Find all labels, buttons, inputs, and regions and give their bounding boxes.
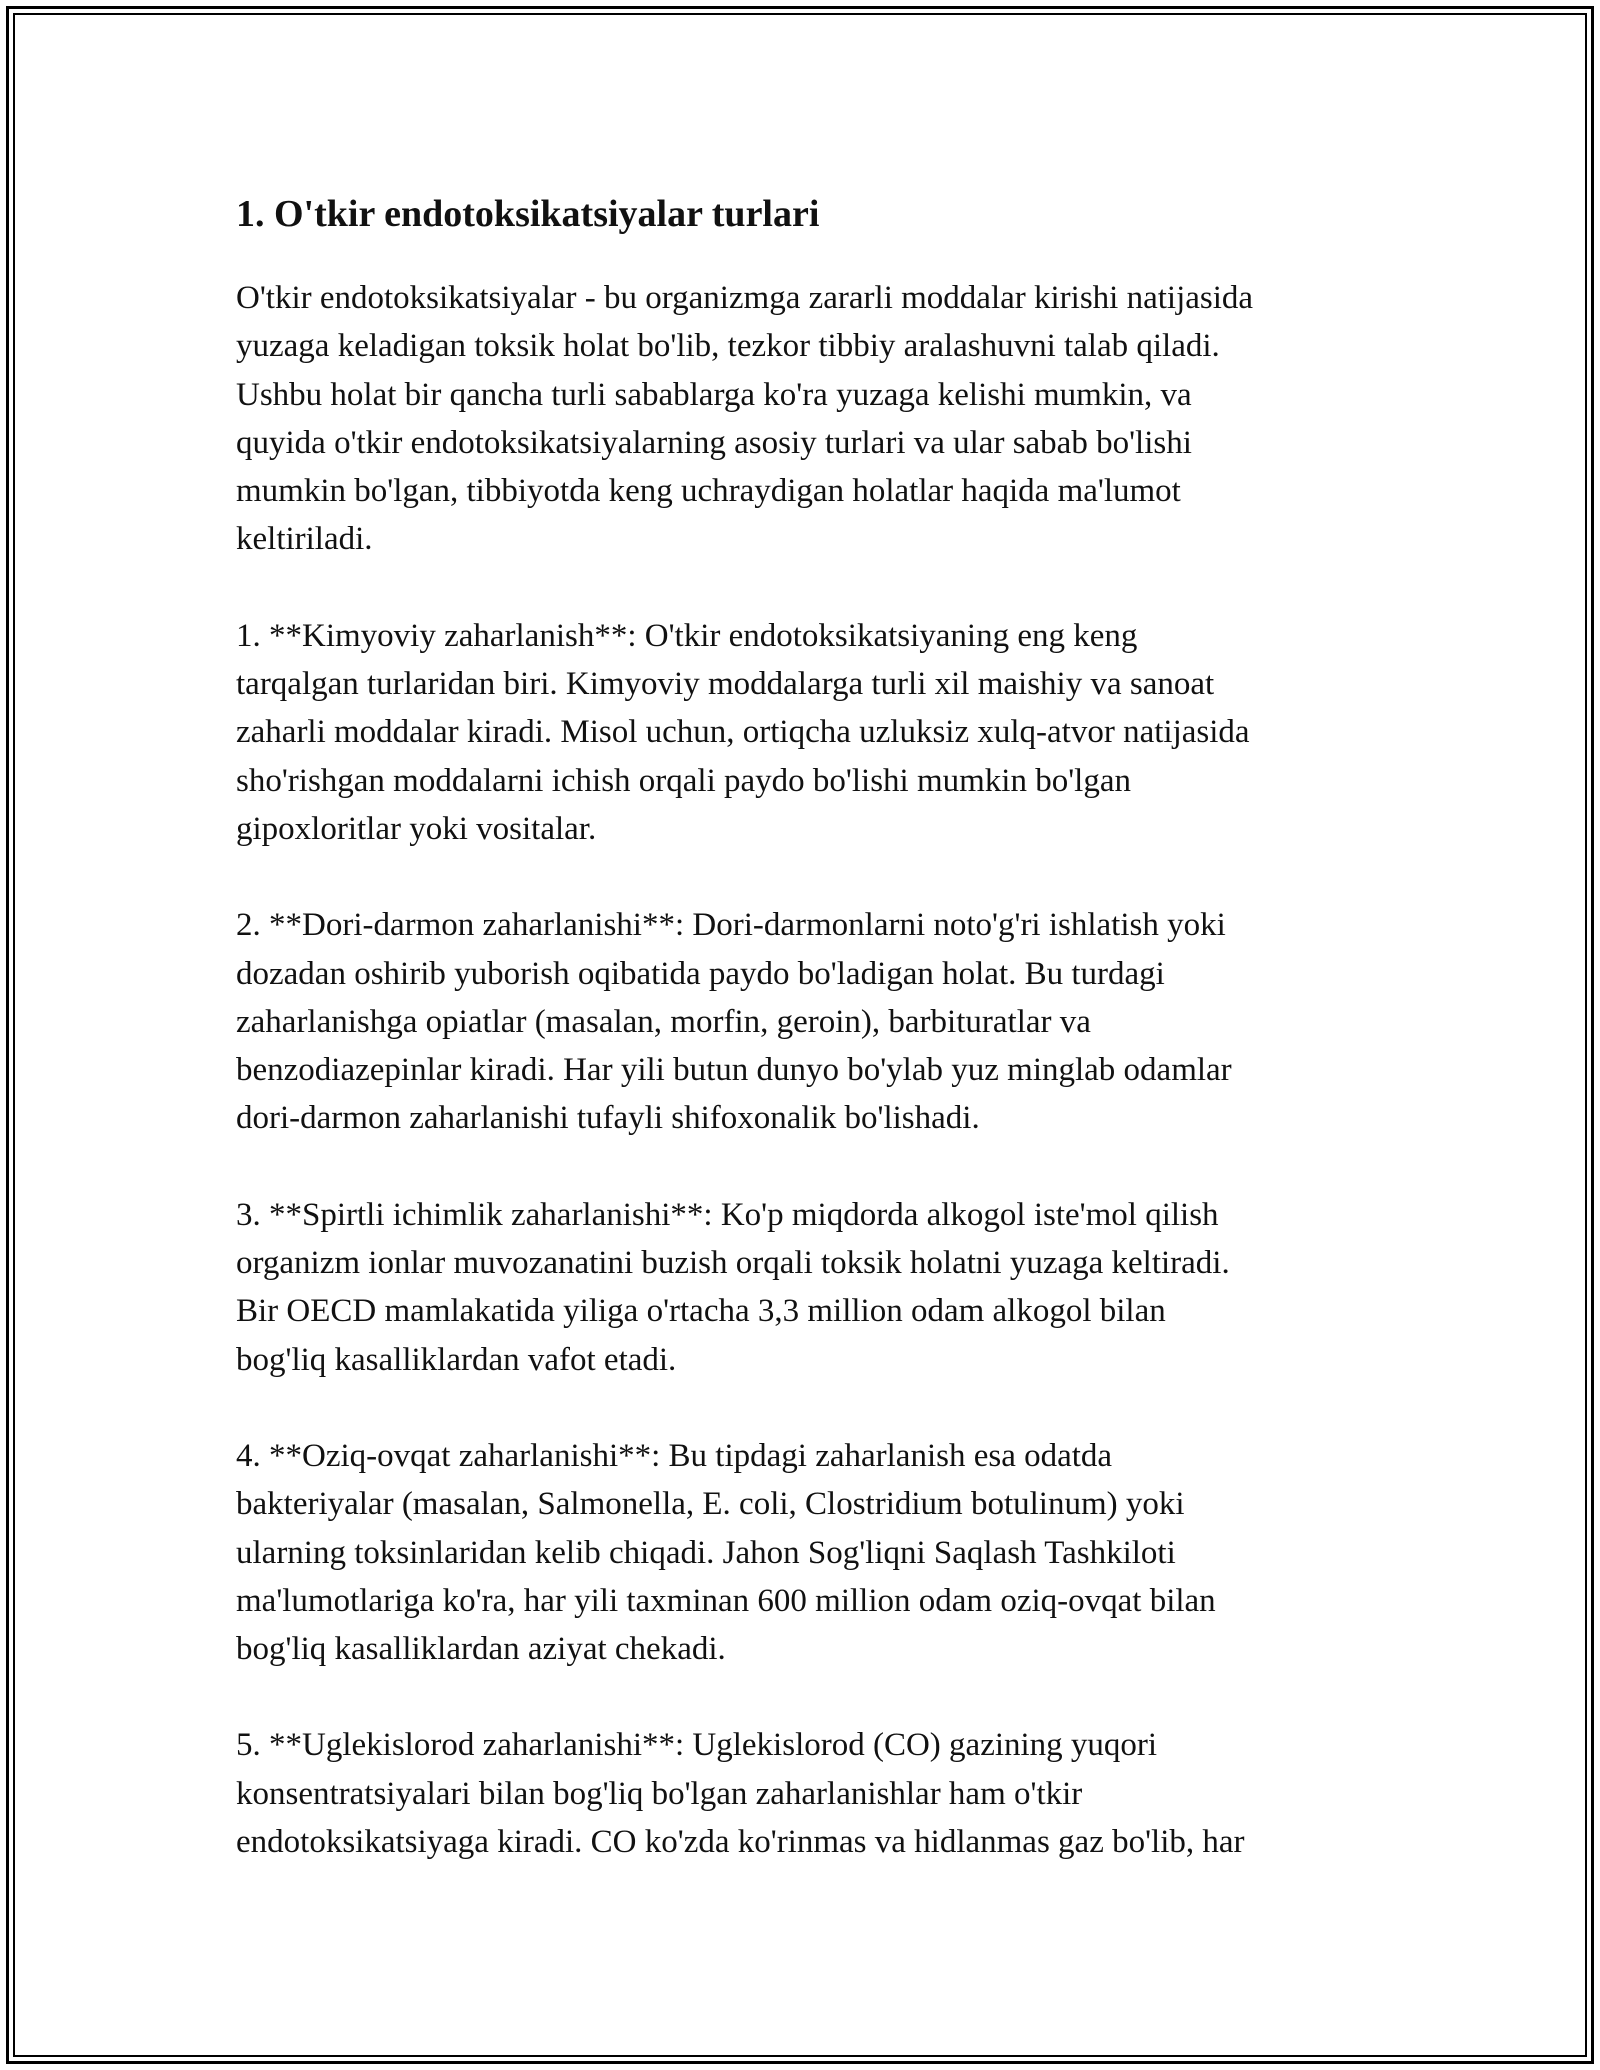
- text-line: konsentratsiyalari bilan bog'liq bo'lgan zaharlanishlar ham o'tkir: [236, 1775, 1083, 1812]
- item-2-paragraph: [236, 901, 1376, 1142]
- item-5-paragraph: [236, 1721, 1376, 1866]
- text-line: benzodiazepinlar kiradi. Har yili butun dunyo bo'ylab yuz minglab odamlar: [236, 1052, 1232, 1089]
- text-line: dozadan oshirib yuborish oqibatida paydo bo'ladigan holat. Bu turdagi: [236, 955, 1165, 992]
- item-1-paragraph: [236, 612, 1376, 853]
- item-3-paragraph: [236, 1191, 1376, 1384]
- text-line: dori-darmon zaharlanishi tufayli shifoxonalik bo'lishadi.: [236, 1100, 980, 1137]
- text-line: mumkin bo'lgan, tibbiyotda keng uchraydigan holatlar haqida ma'lumot: [236, 473, 1181, 510]
- text-line: yuzaga keladigan toksik holat bo'lib, tezkor tibbiy aralashuvni talab qiladi.: [236, 328, 1220, 365]
- text-line: Ushbu holat bir qancha turli sabablarga ko'ra yuzaga kelishi mumkin, va: [236, 376, 1192, 413]
- text-line: 2. **Dori-darmon zaharlanishi**: Dori-darmonlarni noto'g'ri ishlatish yoki: [236, 907, 1226, 944]
- text-line: bog'liq kasalliklardan vafot etadi.: [236, 1341, 677, 1378]
- text-line: 5. **Uglekislorod zaharlanishi**: Uglekislorod (CO) gazining yuqori: [236, 1727, 1158, 1764]
- item-4-paragraph: [236, 1432, 1376, 1673]
- text-line: zaharli moddalar kiradi. Misol uchun, ortiqcha uzluksiz xulq-atvor natijasida: [236, 714, 1250, 751]
- text-line: bakteriyalar (masalan, Salmonella, E. coli, Clostridium botulinum) yoki: [236, 1486, 1185, 1523]
- text-line: keltiriladi.: [236, 521, 373, 558]
- document-body: [236, 182, 1376, 1914]
- text-line: Bir OECD mamlakatida yiliga o'rtacha 3,3 million odam alkogol bilan: [236, 1293, 1166, 1330]
- text-line: organizm ionlar muvozanatini buzish orqali toksik holatni yuzaga keltiradi.: [236, 1245, 1230, 1282]
- text-line: bog'liq kasalliklardan aziyat chekadi.: [236, 1631, 726, 1668]
- text-line: sho'rishgan moddalarni ichish orqali paydo bo'lishi mumkin bo'lgan: [236, 762, 1131, 799]
- text-line: tarqalgan turlaridan biri. Kimyoviy moddalarga turli xil maishiy va sanoat: [236, 666, 1215, 703]
- text-line: 4. **Oziq-ovqat zaharlanishi**: Bu tipdagi zaharlanish esa odatda: [236, 1437, 1113, 1474]
- text-line: quyida o'tkir endotoksikatsiyalarning asosiy turlari va ular sabab bo'lishi: [236, 424, 1192, 461]
- text-line: O'tkir endotoksikatsiyalar - bu organizmga zararli moddalar kirishi natijasida: [236, 280, 1254, 316]
- text-line: 3. **Spirtli ichimlik zaharlanishi**: Ko'p miqdorda alkogol iste'mol qilish: [236, 1196, 1219, 1233]
- text-line: ma'lumotlariga ko'ra, har yili taxminan 600 million odam oziq-ovqat bilan: [236, 1582, 1216, 1619]
- text-line: gipoxloritlar yoki vositalar.: [236, 810, 597, 847]
- section-heading: 1. O'tkir endotoksikatsiyalar turlari: [236, 193, 820, 235]
- text-line: zaharlanishga opiatlar (masalan, morfin, geroin), barbituratlar va: [236, 1003, 1091, 1040]
- text-line: ularning toksinlaridan kelib chiqadi. Jahon Sog'liqni Saqlash Tashkiloti: [236, 1534, 1176, 1571]
- text-line: 1. **Kimyoviy zaharlanish**: O'tkir endotoksikatsiyaning eng keng: [236, 617, 1138, 654]
- intro-paragraph: [236, 274, 1376, 564]
- text-line: endotoksikatsiyaga kiradi. CO ko'zda ko'rinmas va hidlanmas gaz bo'lib, har: [236, 1824, 1245, 1861]
- paragraph-list: [236, 274, 1376, 1866]
